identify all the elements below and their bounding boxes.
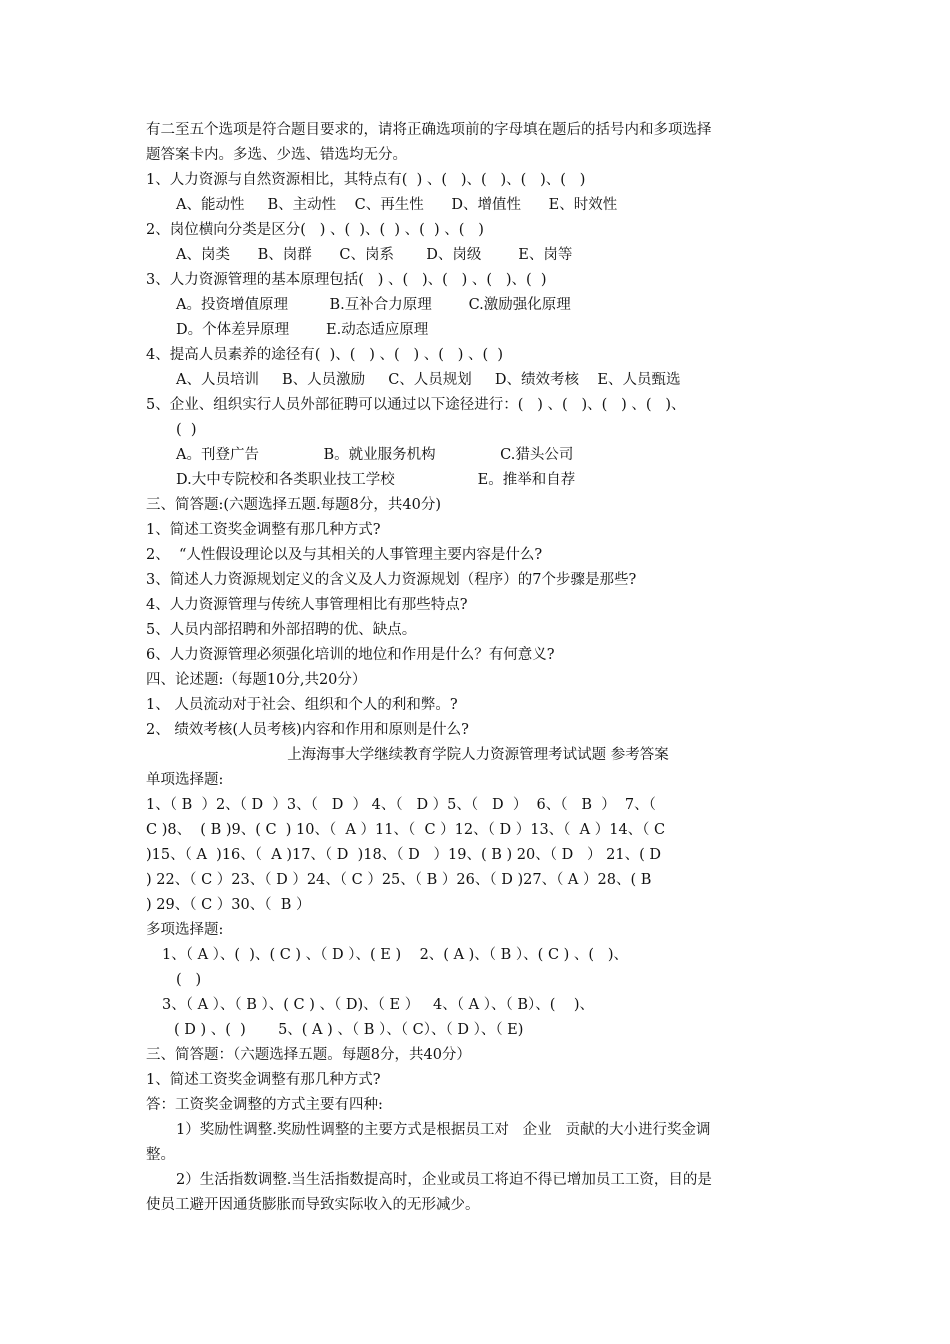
text-line: A、人员培训 B、人员激励 C、人员规划 D、绩效考核 E、人员甄选 <box>176 372 681 388</box>
text-line: 1、简述工资奖金调整有那几种方式? <box>146 1072 381 1088</box>
text-line: 多项选择题: <box>146 922 224 938</box>
text-line: 1、 人员流动对于社会、组织和个人的利和弊。? <box>146 697 458 713</box>
text-line: 3、（ A ）、（ B ）、( C ) 、（ D)、（ E ） 4、（ A ）、（ B）、( )、 <box>162 997 594 1013</box>
text-line: D。个体差异原理 E.动态适应原理 <box>176 322 429 338</box>
text-line: A、能动性 B、主动性 C、再生性 D、增值性 E、时效性 <box>176 197 618 213</box>
text-line: ( ) <box>176 422 197 438</box>
text-line: A。刊登广告 B。就业服务机构 C.猎头公司 <box>176 447 574 463</box>
text-line: 单项选择题: <box>146 772 224 788</box>
text-line: 1、（ A ）、( )、( C ) 、（ D ）、( E ) 2、( A )、（ B ）、( C ) 、( )、 <box>162 947 629 963</box>
text-line: 2、 “人性假设理论以及与其相关的人事管理主要内容是什么? <box>146 547 543 563</box>
text-line: 2、岗位横向分类是区分( ) 、( )、( ) 、( ) 、( ) <box>146 222 484 238</box>
text-line: 四、论述题:（每题10分,共20分） <box>146 672 367 688</box>
text-line: 题答案卡内。多选、少选、错选均无分。 <box>146 147 407 163</box>
text-line: )15、（ A )16、（ A )17、（ D )18、（ D ）19、( B ) 20、（ D ） 21、( D <box>146 847 662 863</box>
text-line: 3、简述人力资源规划定义的含义及人力资源规划（程序）的7个步骤是那些? <box>146 572 637 588</box>
text-line: 有二至五个选项是符合题目要求的，请将正确选项前的字母填在题后的括号内和多项选择 <box>146 122 712 138</box>
text-line: 3、人力资源管理的基本原理包括( ) 、( )、( ) 、( )、( ) <box>146 272 547 288</box>
text-line: A、岗类 B、岗群 C、岗系 D、岗级 E、岗等 <box>176 247 573 263</box>
text-line: 2）生活指数调整.当生活指数提高时，企业或员工将迫不得已增加员工工资，目的是 <box>176 1172 712 1188</box>
text-line: 5、企业、组织实行人员外部征聘可以通过以下途径进行：( ) 、( )、( ) 、( )、 <box>146 397 686 413</box>
text-line: 4、提高人员素养的途径有( )、( ) 、( ) 、( ) 、( ) <box>146 347 504 363</box>
text-line: 上海海事大学继续教育学院人力资源管理考试试题 参考答案 <box>287 747 669 763</box>
text-line: 6、人力资源管理必须强化培训的地位和作用是什么？有何意义? <box>146 647 555 663</box>
text-line: 使员工避开因通货膨胀而导致实际收入的无形减少。 <box>146 1197 480 1213</box>
text-line: ) 22、（ C ）23、（ D ）24、（ C ）25、（ B ）26、（ D )27、（ A ）28、( B <box>146 872 652 888</box>
text-line: 三、简答题:(六题选择五题.每题8分，共40分) <box>146 497 441 513</box>
text-line: 1、人力资源与自然资源相比，其特点有( ) 、( )、( )、( )、( ) <box>146 172 586 188</box>
text-line: 答：工资奖金调整的方式主要有四种: <box>146 1097 383 1113</box>
text-line: D.大中专院校和各类职业技工学校 E。推举和自荐 <box>176 472 576 488</box>
text-line: ( D ) 、( ) 5、( A ) 、（ B ）、（ C）、（ D ）、（ E) <box>174 1022 524 1038</box>
text-line: 1、简述工资奖金调整有那几种方式? <box>146 522 381 538</box>
text-line: A。投资增值原理 B.互补合力原理 C.激励强化原理 <box>176 297 571 313</box>
document-page <box>146 118 810 1218</box>
text-line: 1、（ B ）2、（ D ）3、（ D ） 4、（ D ）5、（ D ） 6、（ B ） 7、（ <box>146 797 656 813</box>
text-line: 1）奖励性调整.奖励性调整的主要方式是根据员工对 企业 贡献的大小进行奖金调 <box>176 1122 711 1138</box>
text-line: 4、人力资源管理与传统人事管理相比有那些特点? <box>146 597 468 613</box>
text-line: ( ) <box>176 972 202 988</box>
text-line: C )8、 ( B )9、( C ) 10、（ A ）11、（ C ）12、（ D ）13、（ A ）14、（ C <box>146 822 666 838</box>
text-line: 三、简答题：（六题选择五题。每题8分，共40分） <box>146 1047 471 1063</box>
text-line: 2、 绩效考核(人员考核)内容和作用和原则是什么? <box>146 722 469 738</box>
text-line: ) 29、（ C ）30、（ B ） <box>146 897 311 913</box>
text-line: 整。 <box>146 1147 175 1163</box>
text-line: 5、人员内部招聘和外部招聘的优、缺点。 <box>146 622 417 638</box>
